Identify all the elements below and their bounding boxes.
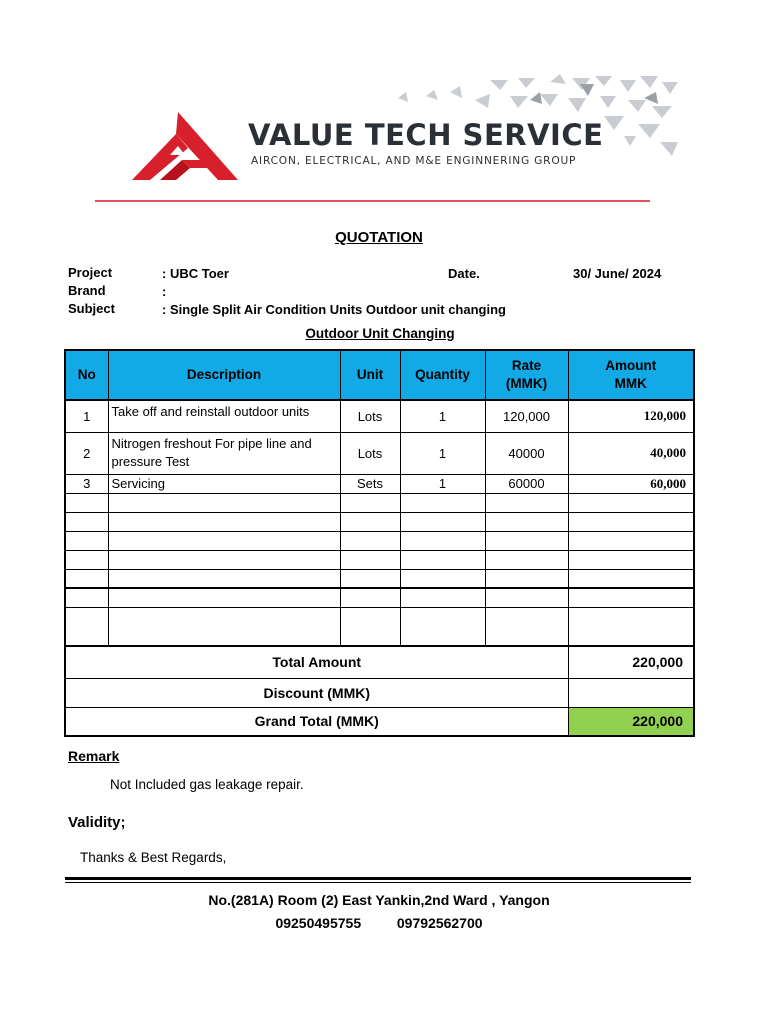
footer-phones: [0, 915, 758, 931]
brand-value: :: [162, 284, 167, 299]
discount-value: [568, 678, 694, 707]
row-quantity: 1: [400, 474, 485, 493]
phone-number-2: 09792562700: [396, 915, 483, 931]
discount-label: Discount (MMK): [65, 678, 568, 707]
rate-header-line1: Rate: [511, 358, 542, 373]
column-header-rate: [485, 350, 568, 400]
row-description: Nitrogen freshout For pipe line and pressure Test: [108, 432, 340, 474]
column-header-quantity: Quantity: [400, 350, 485, 400]
row-quantity: 1: [400, 400, 485, 432]
table-header-row: [65, 350, 694, 400]
row-no: 2: [65, 432, 108, 474]
remark-text: Not Included gas leakage repair.: [110, 777, 304, 792]
row-quantity: 1: [400, 432, 485, 474]
row-rate: 60000: [485, 474, 568, 493]
empty-table-row: [65, 550, 694, 569]
empty-table-row: [65, 531, 694, 550]
row-rate: 40000: [485, 432, 568, 474]
row-amount: 120,000: [568, 400, 694, 432]
amount-header-line2: MMK: [614, 376, 647, 391]
project-label: Project: [68, 265, 113, 280]
row-amount: 40,000: [568, 432, 694, 474]
date-value: 30/ June/ 2024: [573, 266, 662, 281]
total-row: [65, 646, 694, 678]
empty-table-row: [65, 512, 694, 531]
grand-total-label: Grand Total (MMK): [65, 707, 568, 736]
decorative-triangles: [390, 72, 680, 162]
row-no: 1: [65, 400, 108, 432]
company-tagline: AIRCON, ELECTRICAL, AND M&E ENGINNERING GROUP: [251, 155, 577, 167]
discount-row: [65, 678, 694, 707]
grand-total-row: [65, 707, 694, 736]
footer-divider: [65, 877, 691, 880]
footer-address: No.(281A) Room (2) East Yankin,2nd Ward , Yangon: [208, 892, 550, 908]
quotation-table: [64, 349, 695, 737]
row-unit: Sets: [340, 474, 400, 493]
company-name: VALUE TECH SERVICE: [248, 118, 604, 152]
column-header-no: No: [65, 350, 108, 400]
row-no: 3: [65, 474, 108, 493]
document-title: QUOTATION: [335, 229, 423, 246]
closing-text: Thanks & Best Regards,: [80, 850, 227, 865]
section-title: Outdoor Unit Changing: [305, 326, 455, 341]
row-rate: 120,000: [485, 400, 568, 432]
table-row: [65, 474, 694, 493]
subject-label: Subject: [68, 301, 115, 316]
date-label: Date.: [448, 266, 480, 281]
row-unit: Lots: [340, 400, 400, 432]
row-unit: Lots: [340, 432, 400, 474]
row-description: Take off and reinstall outdoor units: [108, 400, 340, 432]
brand-label: Brand: [68, 283, 106, 298]
empty-table-row: [65, 607, 694, 646]
empty-table-row: [65, 569, 694, 588]
empty-table-row: [65, 493, 694, 512]
triangle-logo-icon: [130, 110, 240, 185]
header-divider: [95, 200, 650, 202]
phone-number-1: 09250495755: [275, 915, 362, 931]
total-amount-value: 220,000: [568, 646, 694, 678]
table-row: [65, 432, 694, 474]
amount-header-line1: Amount: [605, 358, 657, 373]
table-row: [65, 400, 694, 432]
row-amount: 60,000: [568, 474, 694, 493]
remark-heading: Remark: [68, 748, 120, 764]
column-header-unit: Unit: [340, 350, 400, 400]
project-value: : UBC Toer: [162, 266, 229, 281]
empty-table-row: [65, 588, 694, 607]
footer-divider-thin: [65, 882, 691, 883]
subject-value: : Single Split Air Condition Units Outdoor unit changing: [162, 302, 506, 317]
grand-total-value: 220,000: [568, 707, 694, 736]
column-header-amount: [568, 350, 694, 400]
rate-header-line2: (MMK): [505, 376, 548, 391]
total-amount-label: Total Amount: [65, 646, 568, 678]
validity-heading: Validity;: [68, 814, 126, 831]
row-description: Servicing: [108, 474, 340, 493]
column-header-description: Description: [108, 350, 340, 400]
